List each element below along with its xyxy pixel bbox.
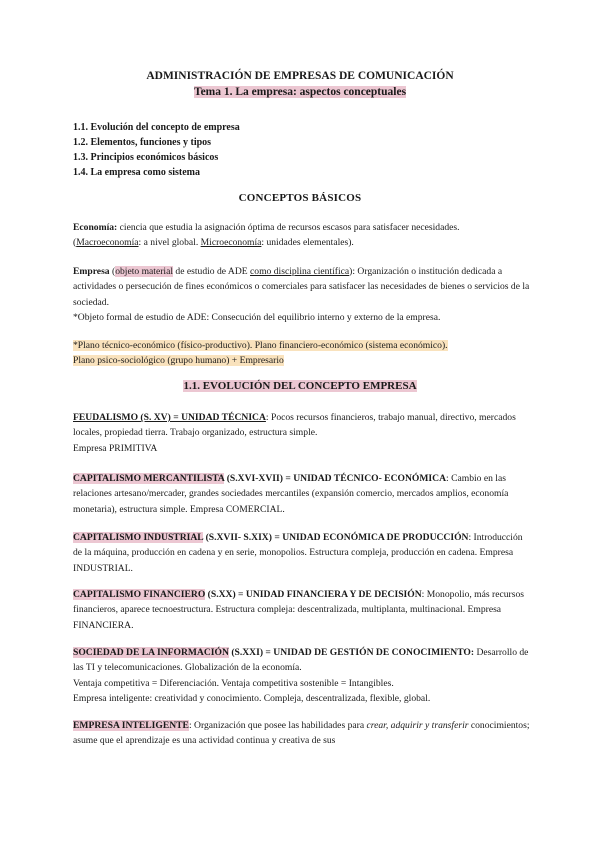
document-subtitle — [0, 86, 600, 98]
feudalismo-tipo: Empresa PRIMITIVA — [73, 442, 158, 454]
micro-definition: : unidades elementales). — [261, 237, 354, 249]
toc-item: 1.4. La empresa como sistema — [73, 167, 201, 178]
informacion-heading-rest: (S.XXI) = UNIDAD DE GESTIÓN DE CONOCIMIENTO: — [228, 647, 475, 658]
informacion-heading: SOCIEDAD DE LA INFORMACIÓN — [73, 647, 229, 658]
mercantilista-paragraph — [73, 471, 533, 517]
economia-definition: ciencia que estudia la asignación óptima de recursos escasos para satisfacer necesidades. — [117, 222, 460, 233]
informacion-paragraph — [73, 645, 533, 707]
industrial-heading: CAPITALISMO INDUSTRIAL — [73, 532, 204, 543]
toc-item: 1.1. Evolución del concepto de empresa — [73, 122, 240, 133]
industrial-heading-rest: (S.XVII- S.XIX) = UNIDAD ECONÓMICA DE PRODUCCIÓN — [203, 532, 469, 543]
section-heading-highlight: 1.1. EVOLUCIÓN DEL CONCEPTO EMPRESA — [183, 380, 417, 392]
mercantilista-text: : Cambio en las relaciones artesano/mercader, grandes sociedades mercantiles (expansión comercio, mercados amplios, economía monetaria), estructura simple. Empresa COMERCIAL. — [73, 473, 509, 515]
inteligente-paragraph — [73, 718, 533, 749]
conceptos-heading: CONCEPTOS BÁSICOS — [238, 192, 362, 204]
feudalismo-text: : Pocos recursos financieros, trabajo manual, directivo, mercados locales, propiedad tierra. Trabajo organizado, estructura simple. — [73, 412, 516, 439]
informacion-line-2: Ventaja competitiva = Diferenciación. Ventaja competitiva sostenible = Intangibles. — [73, 677, 394, 689]
inteligente-verbs: crear, adquirir y transferir — [366, 720, 469, 731]
informacion-line-3: Empresa inteligente: creatividad y conocimiento. Compleja, descentralizada, flexible, global. — [73, 693, 431, 705]
planos-line-1: *Plano técnico-económico (físico-productivo). Plano financiero-económico (sistema económico). — [73, 340, 448, 351]
subtitle-highlight: Tema 1. La empresa: aspectos conceptuales — [193, 86, 407, 98]
informacion-text: Desarrollo de las TI y telecomunicaciones. Globalización de la economía. — [73, 647, 529, 674]
planos-line-2: Plano psico-sociológico (grupo humano) + Empresario — [73, 355, 284, 367]
macro-definition: : a nivel global. — [138, 237, 201, 249]
toc-item: 1.2. Elementos, funciones y tipos — [73, 137, 212, 148]
inteligente-text: conocimientos; asume que el aprendizaje es una actividad continua y creativa de sus — [73, 720, 530, 747]
document-title: ADMINISTRACIÓN DE EMPRESAS DE COMUNICACIÓN — [146, 70, 454, 82]
financiero-text: : Monopolio, más recursos financieros, aparece tecnoestructura. Estructura compleja: descentralizada, multiplanta, multinacional. Empresa FINANCIERA. — [73, 589, 524, 631]
section-heading — [0, 380, 600, 392]
objeto-material-highlight: objeto material — [115, 266, 174, 277]
disciplina-cientifica: como disciplina científica — [250, 266, 350, 277]
feudalismo-heading: FEUDALISMO (S. XV) = UNIDAD TÉCNICA — [73, 412, 266, 423]
empresa-text: de estudio de ADE — [173, 266, 251, 277]
empresa-text: ( — [109, 266, 116, 277]
financiero-paragraph — [73, 587, 533, 633]
objeto-formal: *Objeto formal de estudio de ADE: Consecución del equilibrio interno y externo de la empresa. — [73, 312, 441, 324]
industrial-paragraph — [73, 530, 533, 576]
paren-open: ( — [73, 237, 77, 249]
table-of-contents — [73, 120, 240, 180]
planos-paragraph — [73, 338, 533, 369]
mercantilista-heading-rest: (S.XVI-XVII) = UNIDAD TÉCNICO- ECONÓMICA — [224, 473, 447, 484]
feudalismo-paragraph — [73, 410, 533, 456]
toc-item: 1.3. Principios económicos básicos — [73, 152, 219, 163]
inteligente-heading: EMPRESA INTELIGENTE — [73, 720, 189, 731]
empresa-paragraph — [73, 264, 533, 326]
financiero-heading: CAPITALISMO FINANCIERO — [73, 589, 206, 600]
inteligente-text: : Organización que posee las habilidades para — [188, 720, 367, 731]
industrial-text: : Introducción de la máquina, producción en cadena y en serie, monopolios. Estructura compleja, producción en cadena. Empresa INDUSTRIAL. — [73, 532, 523, 574]
economia-term: Economía: — [73, 222, 118, 233]
empresa-text: ): Organización o institución dedicada a actividades o persecución de fines económicos o comerciales para satisfacer las necesidades de bienes o servicios de la sociedad. — [73, 266, 530, 308]
micro-term: Microeconomía — [200, 237, 262, 249]
mercantilista-heading: CAPITALISMO MERCANTILISTA — [73, 473, 225, 484]
macro-term: Macroeconomía — [76, 237, 139, 249]
empresa-term: Empresa — [73, 266, 110, 277]
financiero-heading-rest: (S.XX) = UNIDAD FINANCIERA Y DE DECISIÓN — [205, 589, 422, 600]
economia-paragraph — [73, 220, 533, 251]
